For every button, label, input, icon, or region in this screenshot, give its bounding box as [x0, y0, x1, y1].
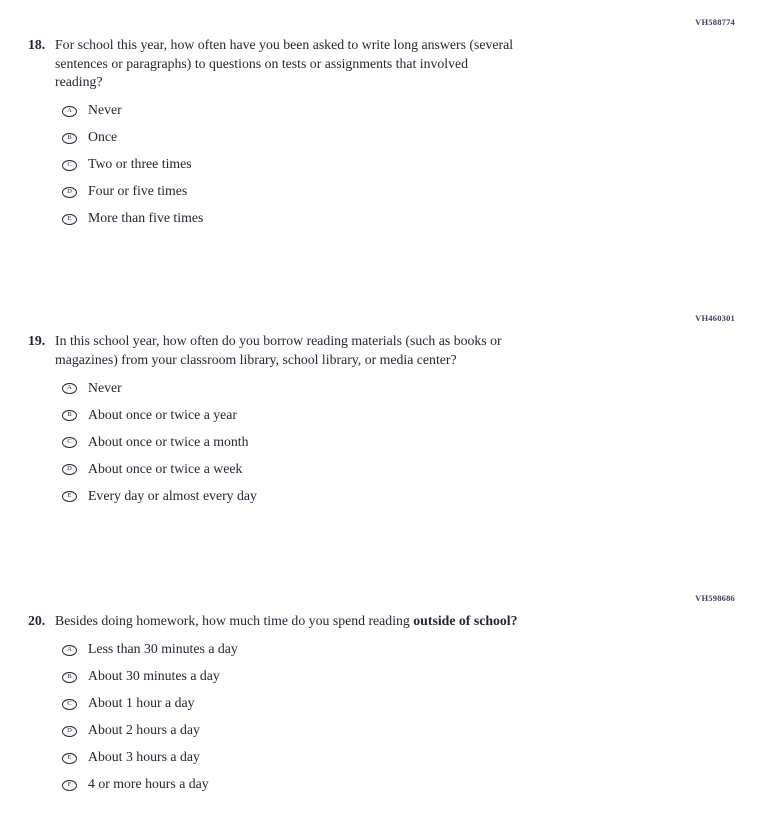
answer-label: Never: [88, 379, 122, 395]
options-list: [62, 98, 735, 233]
answer-option[interactable]: [62, 483, 735, 510]
answer-label: 4 or more hours a day: [88, 776, 209, 792]
answer-bubble-oval[interactable]: E: [62, 214, 77, 225]
answer-label: Two or three times: [88, 156, 192, 172]
question-block: [28, 593, 735, 799]
answer-bubble-oval[interactable]: C: [62, 437, 77, 448]
options-list: [62, 637, 735, 799]
question-number: 20.: [28, 613, 46, 628]
answer-option[interactable]: [62, 375, 735, 402]
answer-bubble-oval[interactable]: E: [62, 753, 77, 764]
answer-bubble-oval[interactable]: A: [62, 645, 77, 656]
question-row: [28, 332, 735, 369]
answer-bubble-oval[interactable]: B: [62, 410, 77, 421]
answer-option[interactable]: [62, 637, 735, 664]
answer-option[interactable]: [62, 718, 735, 745]
answer-bubble-oval[interactable]: A: [62, 106, 77, 117]
answer-label: About once or twice a year: [88, 406, 238, 422]
question-text-line: sentences or paragraphs) to questions on tests or assignments that involved: [55, 55, 469, 71]
answer-option[interactable]: [62, 745, 735, 772]
answer-bubble-oval[interactable]: B: [62, 133, 77, 144]
question-text-line: For school this year, how often have you been asked to write long answers (several: [55, 37, 514, 52]
options-list: [62, 375, 735, 510]
answer-label: Every day or almost every day: [88, 487, 257, 503]
answer-option[interactable]: [62, 429, 735, 456]
answer-label: About 2 hours a day: [88, 722, 200, 738]
answer-bubble-oval[interactable]: D: [62, 187, 77, 198]
question-number: 18.: [28, 37, 46, 52]
question-text-line: In this school year, how often do you borrow reading materials (such as books or: [55, 333, 502, 348]
answer-option[interactable]: [62, 664, 735, 691]
question-text: [55, 332, 502, 369]
question-row: [28, 36, 735, 92]
answer-option[interactable]: [62, 125, 735, 152]
answer-label: Never: [88, 102, 122, 118]
question-text-line: magazines) from your classroom library, school library, or media center?: [55, 351, 457, 367]
answer-bubble-oval[interactable]: B: [62, 672, 77, 683]
answer-bubble-oval[interactable]: C: [62, 699, 77, 710]
answer-option[interactable]: [62, 179, 735, 206]
answer-option[interactable]: [62, 152, 735, 179]
answer-option[interactable]: [62, 98, 735, 125]
answer-label: Less than 30 minutes a day: [88, 641, 238, 657]
answer-label: About 30 minutes a day: [88, 668, 220, 684]
answer-label: More than five times: [88, 210, 204, 226]
question-text: [55, 36, 513, 92]
answer-option[interactable]: [62, 772, 735, 799]
answer-option[interactable]: [62, 206, 735, 233]
answer-bubble-oval[interactable]: E: [62, 491, 77, 502]
question-text-line: reading?: [55, 74, 103, 89]
answer-option[interactable]: [62, 402, 735, 429]
answer-bubble-oval[interactable]: A: [62, 383, 77, 394]
question-number: 19.: [28, 333, 46, 348]
answer-label: About 1 hour a day: [88, 695, 195, 711]
question-text: [55, 612, 518, 631]
answer-label: Four or five times: [88, 183, 188, 199]
question-row: [28, 612, 735, 631]
answer-label: Once: [88, 129, 118, 145]
accession-code: VH588774: [695, 17, 735, 27]
question-block: [28, 17, 735, 233]
question-block: [28, 313, 735, 510]
answer-label: About once or twice a month: [88, 433, 249, 449]
answer-bubble-oval[interactable]: F: [62, 780, 77, 791]
answer-bubble-oval[interactable]: D: [62, 726, 77, 737]
answer-label: About 3 hours a day: [88, 749, 200, 765]
answer-option[interactable]: [62, 456, 735, 483]
accession-code: VH598686: [695, 593, 735, 603]
question-text-line: Besides doing homework, how much time do you spend reading outside of school?: [55, 613, 518, 628]
answer-bubble-oval[interactable]: C: [62, 160, 77, 171]
accession-code: VH460301: [695, 313, 735, 323]
answer-option[interactable]: [62, 691, 735, 718]
answer-label: About once or twice a week: [88, 460, 243, 476]
answer-bubble-oval[interactable]: D: [62, 464, 77, 475]
